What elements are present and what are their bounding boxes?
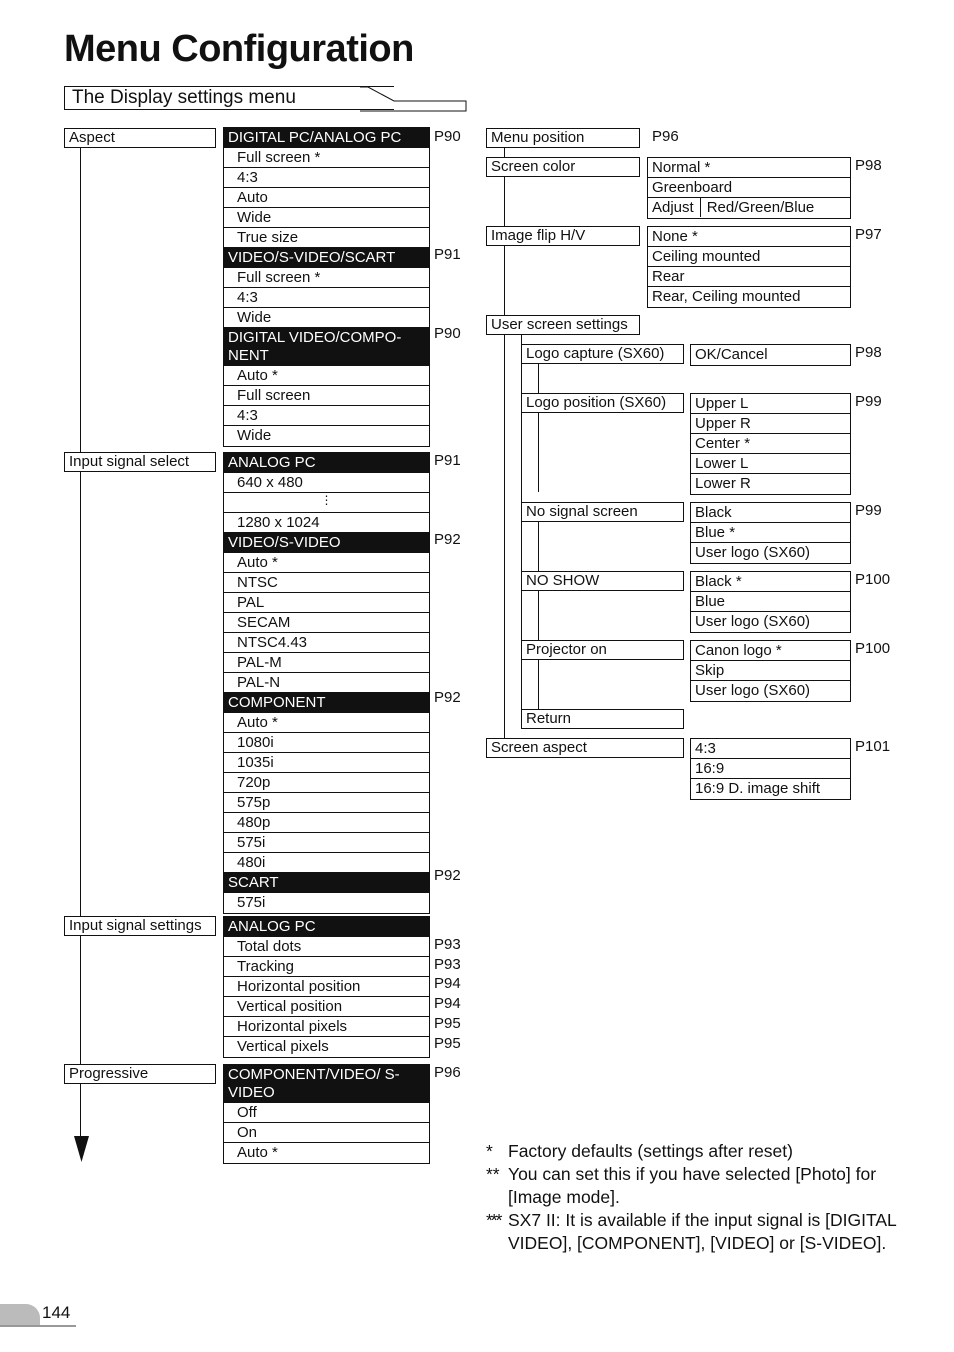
aspect-group-2-header: VIDEO/S-VIDEO/SCART [224,248,429,268]
menu-input-signal-select: Input signal select [64,452,216,472]
aspect-group-1-header: DIGITAL PC/ANALOG PC [224,128,429,148]
option-row: Black [691,503,850,523]
option-row: On [224,1123,429,1143]
page-ref: P98 [855,344,882,361]
option-row: OK/Cancel [695,346,768,363]
aspect-group-3-header: DIGITAL VIDEO/COMPO-NENT [224,328,429,366]
option-row: 480p [224,813,429,833]
option-row: Blue * [691,523,850,543]
option-row: Black * [691,572,850,592]
option-row: Upper L [691,394,850,414]
adjust-row [648,198,850,218]
page-number-tab [0,1304,40,1326]
video-s-video-header: VIDEO/S-VIDEO [224,533,429,553]
footnote [486,1163,906,1209]
user-screen-tree-line [521,334,522,718]
page-ref: P94 [434,975,461,992]
option-row: 16:9 D. image shift [695,780,821,797]
menu-aspect: Aspect [64,128,216,148]
footnote-text: SX7 II: It is available if the input signal is [DIGITAL VIDEO], [COMPONENT], [VIDEO] or [S-VIDEO]. [508,1210,897,1253]
option-row: Horizontal position [224,977,429,997]
option-row: Ceiling mounted [648,247,850,267]
option-row: PAL-N [224,673,429,693]
option-row: PAL [224,593,429,613]
option-row: Lower R [695,475,751,492]
option-row: Greenboard [648,178,850,198]
menu-progressive: Progressive [64,1064,216,1084]
menu-user-screen-settings: User screen settings [486,315,640,335]
option-row: Auto [224,188,429,208]
option-row: 720p [224,773,429,793]
submenu-logo-position: Logo position (SX60) [521,393,684,413]
footnote-mark: ** [486,1164,500,1184]
footnotes [486,1140,906,1255]
option-row: Auto * [224,553,429,573]
menu-screen-aspect: Screen aspect [486,738,684,758]
option-row: None * [648,227,850,247]
page-number-rule [0,1325,76,1327]
page-ref: P92 [434,531,461,548]
page-ref: P99 [855,502,882,519]
page-ref: P101 [855,738,891,755]
option-row: Rear [648,267,850,287]
option-row: User logo (SX60) [695,544,811,561]
connector-line [538,590,539,640]
option-row: User logo (SX60) [695,613,811,630]
down-arrow-icon [74,1134,90,1164]
page-ref: P96 [652,128,679,145]
page-number: 144 [42,1303,71,1322]
input-signal-select-options [223,452,430,914]
option-row: Vertical position [224,997,429,1017]
option-row: Auto * [237,1144,278,1161]
logo-position-options [690,393,851,495]
progressive-header: COMPONENT/VIDEO/ S-VIDEO [224,1065,429,1103]
menu-menu-position: Menu position [486,128,640,148]
option-row: 4:3 [224,288,429,308]
option-row: 480i [224,853,429,873]
option-row: Auto * [224,713,429,733]
page-ref: P91 [434,246,461,263]
screen-color-options [647,157,851,219]
option-row: 4:3 [691,739,850,759]
analog-pc-header: ANALOG PC [224,453,429,473]
page-ref: P94 [434,995,461,1012]
page-ref: P96 [434,1064,461,1081]
option-row: NTSC [224,573,429,593]
connector-line [538,659,539,709]
submenu-no-show: NO SHOW [521,571,684,591]
option-row: 1035i [224,753,429,773]
footnote [486,1140,906,1163]
adjust-label: Adjust [652,198,701,217]
option-row: Full screen [224,386,429,406]
option-row: Wide [224,208,429,228]
option-row: 575i [237,894,266,911]
ellipsis-row: ⋮ [224,493,429,513]
submenu-projector-on: Projector on [521,640,684,660]
footnote-mark: * [486,1141,493,1161]
option-row: Total dots [224,937,429,957]
aspect-options [223,127,430,447]
option-row: Off [224,1103,429,1123]
option-row: 16:9 [691,759,850,779]
adjust-value: Red/Green/Blue [706,199,815,216]
footnote [486,1209,906,1255]
page-ref: P100 [855,640,891,657]
input-signal-settings-options [223,916,430,1058]
option-row: Vertical pixels [237,1038,329,1055]
option-row: Tracking [224,957,429,977]
page-ref: P97 [855,226,882,243]
page-ref: P100 [855,571,891,588]
option-row: Wide [224,308,429,328]
page-ref: P90 [434,128,461,145]
page-ref: P90 [434,325,461,342]
option-row: 4:3 [224,406,429,426]
page-ref: P95 [434,1035,461,1052]
page-ref: P99 [855,393,882,410]
progressive-options [223,1064,430,1164]
left-tree-line [80,147,81,1137]
submenu-no-signal-screen: No signal screen [521,502,684,522]
menu-screen-color: Screen color [486,157,640,177]
no-show-options [690,571,851,633]
option-row: User logo (SX60) [695,682,811,699]
subtitle-tab-shape [360,86,470,114]
scart-header: SCART [224,873,429,893]
option-row: Center * [691,434,850,454]
footnote-mark: *** [486,1210,501,1230]
page-ref: P93 [434,956,461,973]
option-row: Blue [691,592,850,612]
page-ref: P91 [434,452,461,469]
option-row: NTSC4.43 [224,633,429,653]
option-row: True size [224,228,429,248]
connector-line [538,363,539,393]
option-row: 1080i [224,733,429,753]
option-row: 575i [224,833,429,853]
menu-image-flip: Image flip H/V [486,226,640,246]
option-row: 4:3 [224,168,429,188]
connector-line [538,521,539,571]
image-flip-options [647,226,851,308]
page-ref: P95 [434,1015,461,1032]
option-row: Skip [691,661,850,681]
section-subtitle: The Display settings menu [64,86,394,110]
option-row: Full screen * [224,268,429,288]
submenu-logo-capture: Logo capture (SX60) [521,344,684,364]
option-row: 1280 x 1024 [224,513,429,533]
component-header: COMPONENT [224,693,429,713]
screen-aspect-options [690,738,851,800]
footnote-text: You can set this if you have selected [Photo] for [Image mode]. [508,1164,877,1207]
option-row: Canon logo * [691,641,850,661]
option-row: 640 x 480 [224,473,429,493]
connector-line [538,412,539,492]
footnote-text: Factory defaults (settings after reset) [508,1141,793,1161]
submenu-return: Return [521,709,684,729]
option-row: Rear, Ceiling mounted [652,288,801,305]
option-row: Horizontal pixels [224,1017,429,1037]
option-row: SECAM [224,613,429,633]
page-ref: P92 [434,689,461,706]
option-row: Upper R [691,414,850,434]
menu-input-signal-settings: Input signal settings [64,916,216,936]
option-row: Wide [237,427,272,444]
logo-capture-options [690,344,851,366]
no-signal-options [690,502,851,564]
option-row: PAL-M [224,653,429,673]
option-row: 575p [224,793,429,813]
option-row: Auto * [224,366,429,386]
option-row: Lower L [691,454,850,474]
analog-pc-header: ANALOG PC [224,917,429,937]
page-ref: P93 [434,936,461,953]
option-row: Normal * [648,158,850,178]
page-ref: P98 [855,157,882,174]
option-row: Full screen * [224,148,429,168]
page-title: Menu Configuration [64,28,414,70]
page-ref: P92 [434,867,461,884]
projector-on-options [690,640,851,702]
